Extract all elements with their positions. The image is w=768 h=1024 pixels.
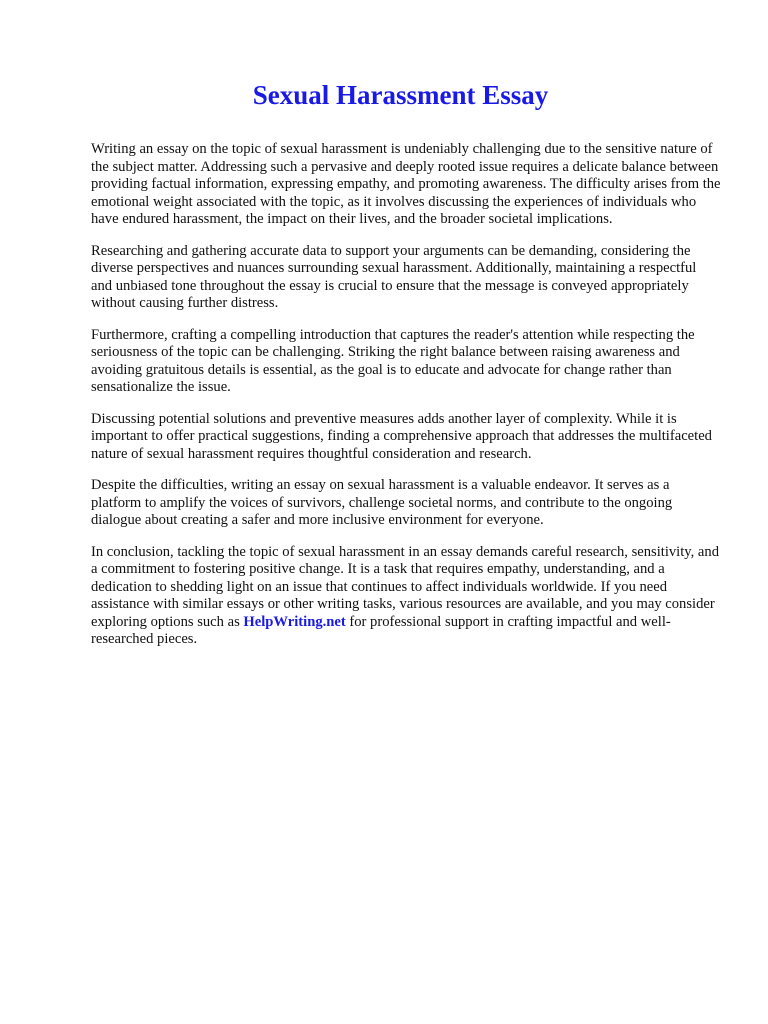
paragraph-research: Researching and gathering accurate data to support your arguments can be demanding, considering the diverse perspectives and nuances surrounding sexual harassment. Additionally, maintaining a respectful and unbiased tone throughout the essay is crucial to ensure that the message is conveyed appropriately without causing further distress. — [91, 242, 697, 311]
paragraph-solutions: Discussing potential solutions and preventive measures adds another layer of complexity. While it is important to offer practical suggestions, finding a comprehensive approach that addresses the multifaceted nature of sexual harassment requires thoughtful consideration and research. — [91, 410, 712, 462]
helpwriting-link[interactable]: HelpWriting.net — [243, 613, 346, 630]
conclusion-text-after-link: for professional support in crafting impactful and well-researched pieces. — [91, 613, 671, 647]
document-title: Sexual Harassment Essay — [252, 80, 549, 110]
conclusion-text-before-link: In conclusion, tackling the topic of sexual harassment in an essay demands careful research, sensitivity, and a commitment to fostering positive change. It is a task that requires empathy, understanding, and a dedication to shedding light on an issue that continues to affect individuals worldwide. If you need assistance with similar essays or other writing tasks, various resources are available, and you may consider exploring options such as — [91, 543, 720, 630]
paragraph-value: Despite the difficulties, writing an essay on sexual harassment is a valuable endeavor. It serves as a platform to amplify the voices of survivors, challenge societal norms, and contribute to the ongoing dialogue about creating a safer and more inclusive environment for everyone. — [91, 477, 673, 528]
paragraph-intro: Writing an essay on the topic of sexual harassment is undeniably challenging due to the sensitive nature of the subject matter. Addressing such a pervasive and deeply rooted issue requires a delicate balance between providing factual information, expressing empathy, and promoting awareness. The difficulty arises from the emotional weight associated with the topic, as it involves discussing the experiences of individuals who have endured harassment, the impact on their lives, and the broader societal implications. — [91, 141, 721, 227]
paragraph-introduction-crafting: Furthermore, crafting a compelling introduction that captures the reader's attention while respecting the seriousness of the topic can be challenging. Striking the right balance between raising awareness and avoiding gratuitous details is essential, as the goal is to educate and advocate for change rather than sensationalize the issue. — [91, 326, 695, 395]
paragraph-conclusion — [91, 544, 721, 649]
